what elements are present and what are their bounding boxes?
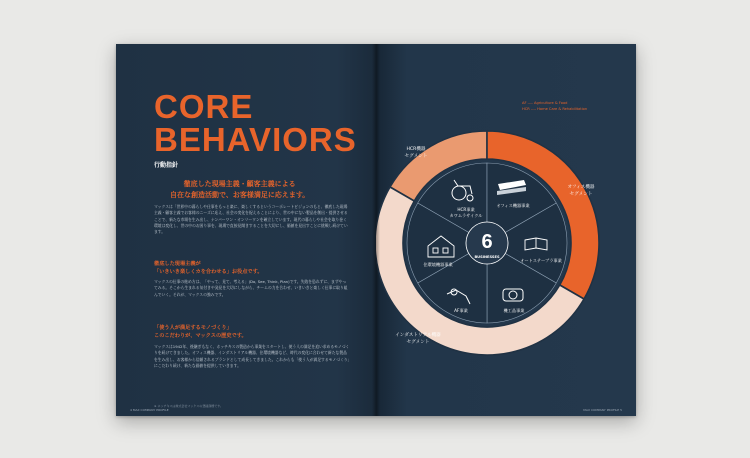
outer-label-office-1: オフィス機器 bbox=[567, 185, 595, 190]
center-label: BUSINESSES bbox=[474, 255, 500, 259]
legend-af: AF ---- Agriculture & Food bbox=[522, 101, 568, 105]
footnote: ※ ホッチキスは株式会社マックスの登録商標です。 bbox=[154, 404, 224, 408]
page-subtitle: 行動指針 bbox=[154, 162, 179, 169]
brochure-spread bbox=[116, 44, 636, 416]
lead-heading bbox=[170, 179, 309, 201]
right-page bbox=[376, 44, 636, 416]
segment-label-hcr-1: HCR事業 bbox=[457, 207, 475, 212]
outer-label-office-2: セグメント bbox=[569, 192, 593, 197]
outer-label-hcr-2: セグメント bbox=[404, 154, 428, 159]
body-paragraph-3: マックスは1942年、後継ぎもなく、ホッチキスの製造から事業をスタートし、使う人の満足を追い求めるモノづくりを続けてきました。オフィス機器、インダストリアル機器、住環境機器など、時代の変化に合わせて新たな製品を生み出し、お客様から信頼されるブランドとして成長してきました。これからも「使う人が満足するモノづくり」にこだわり続け、新たな価値を提供していきます。 bbox=[154, 344, 350, 368]
page-number-right: MAX COMPANY PROFILE 5 bbox=[583, 408, 622, 412]
segment-label-housing: 住環境機器事業 bbox=[423, 262, 453, 267]
body-paragraph-1: マックスは「世界中の暮らしや仕事をもっと楽に、楽しくするというコーポレートビジョンのもと、徹底した現場主義・顧客主義でお客様のニーズに応え、社会の変化を捉えることにより、世の中にない製品を創出・提供させることで、新たな市場を生み出し、ナンバーワン・オンリーワンを確立しています。現代の暮らしや社会を取り巻く環境は変化し、世の中のお困り事を、現場で直接見聞きすることを大切にし、価値を見出すことに挑戦し続けています。 bbox=[154, 204, 348, 235]
section-3-line-2: このこだわりが、マックスの歴史です。 bbox=[154, 333, 247, 339]
outer-label-industrial-1: インダストリアル機器 bbox=[395, 333, 441, 338]
lead-line-2: 自在な創造活動で、お客様満足に応えます。 bbox=[170, 191, 310, 199]
segment-label-autostapler: オートステープラ事業 bbox=[520, 258, 562, 263]
body-paragraph-2: マックスの仕事の進め方は、「やって、見て、考える」(Do, See, Think, Plan)です。失敗を恐れずに、まずやってみる。そこから生まれる気付きや発見を大切にしながら、チームの力を合わせ、いきいきと楽しく仕事に取り組んでいく。それが、マックスの強みです。 bbox=[154, 279, 348, 297]
title-line-behaviors: BEHAVIORS bbox=[154, 121, 357, 158]
segment-label-af: AF事業 bbox=[454, 308, 468, 313]
section-heading-3 bbox=[154, 324, 247, 340]
page-title bbox=[154, 90, 357, 156]
title-line-core: CORE bbox=[154, 88, 254, 125]
section-3-line-1: 「使う人が満足するモノづくり」 bbox=[154, 325, 232, 331]
spine-gutter bbox=[372, 44, 380, 416]
left-page bbox=[116, 44, 376, 416]
section-2-line-1: 徹底した現場主義が bbox=[154, 261, 201, 267]
business-wheel bbox=[376, 44, 636, 416]
segment-label-machinery: 機工品事業 bbox=[503, 308, 525, 313]
page-number-left: 4 MAX COMPANY PROFILE bbox=[130, 408, 169, 412]
legend-hcr: HCR ---- Home Care & Rehabilitation bbox=[522, 107, 588, 111]
outer-label-industrial-2: セグメント bbox=[406, 340, 430, 345]
center-number: 6 bbox=[481, 231, 493, 253]
outer-label-hcr-1: HCR機器 bbox=[406, 147, 426, 152]
segment-label-hcr-2: カワムラサイクル bbox=[449, 213, 483, 218]
segment-label-office: オフィス機器事業 bbox=[496, 203, 530, 208]
lead-line-1: 徹底した現場主義・顧客主義による bbox=[183, 180, 296, 188]
section-2-line-2: 「いきいき楽しくカを合わせる」お役点です。 bbox=[154, 269, 263, 275]
section-heading-2 bbox=[154, 260, 263, 276]
